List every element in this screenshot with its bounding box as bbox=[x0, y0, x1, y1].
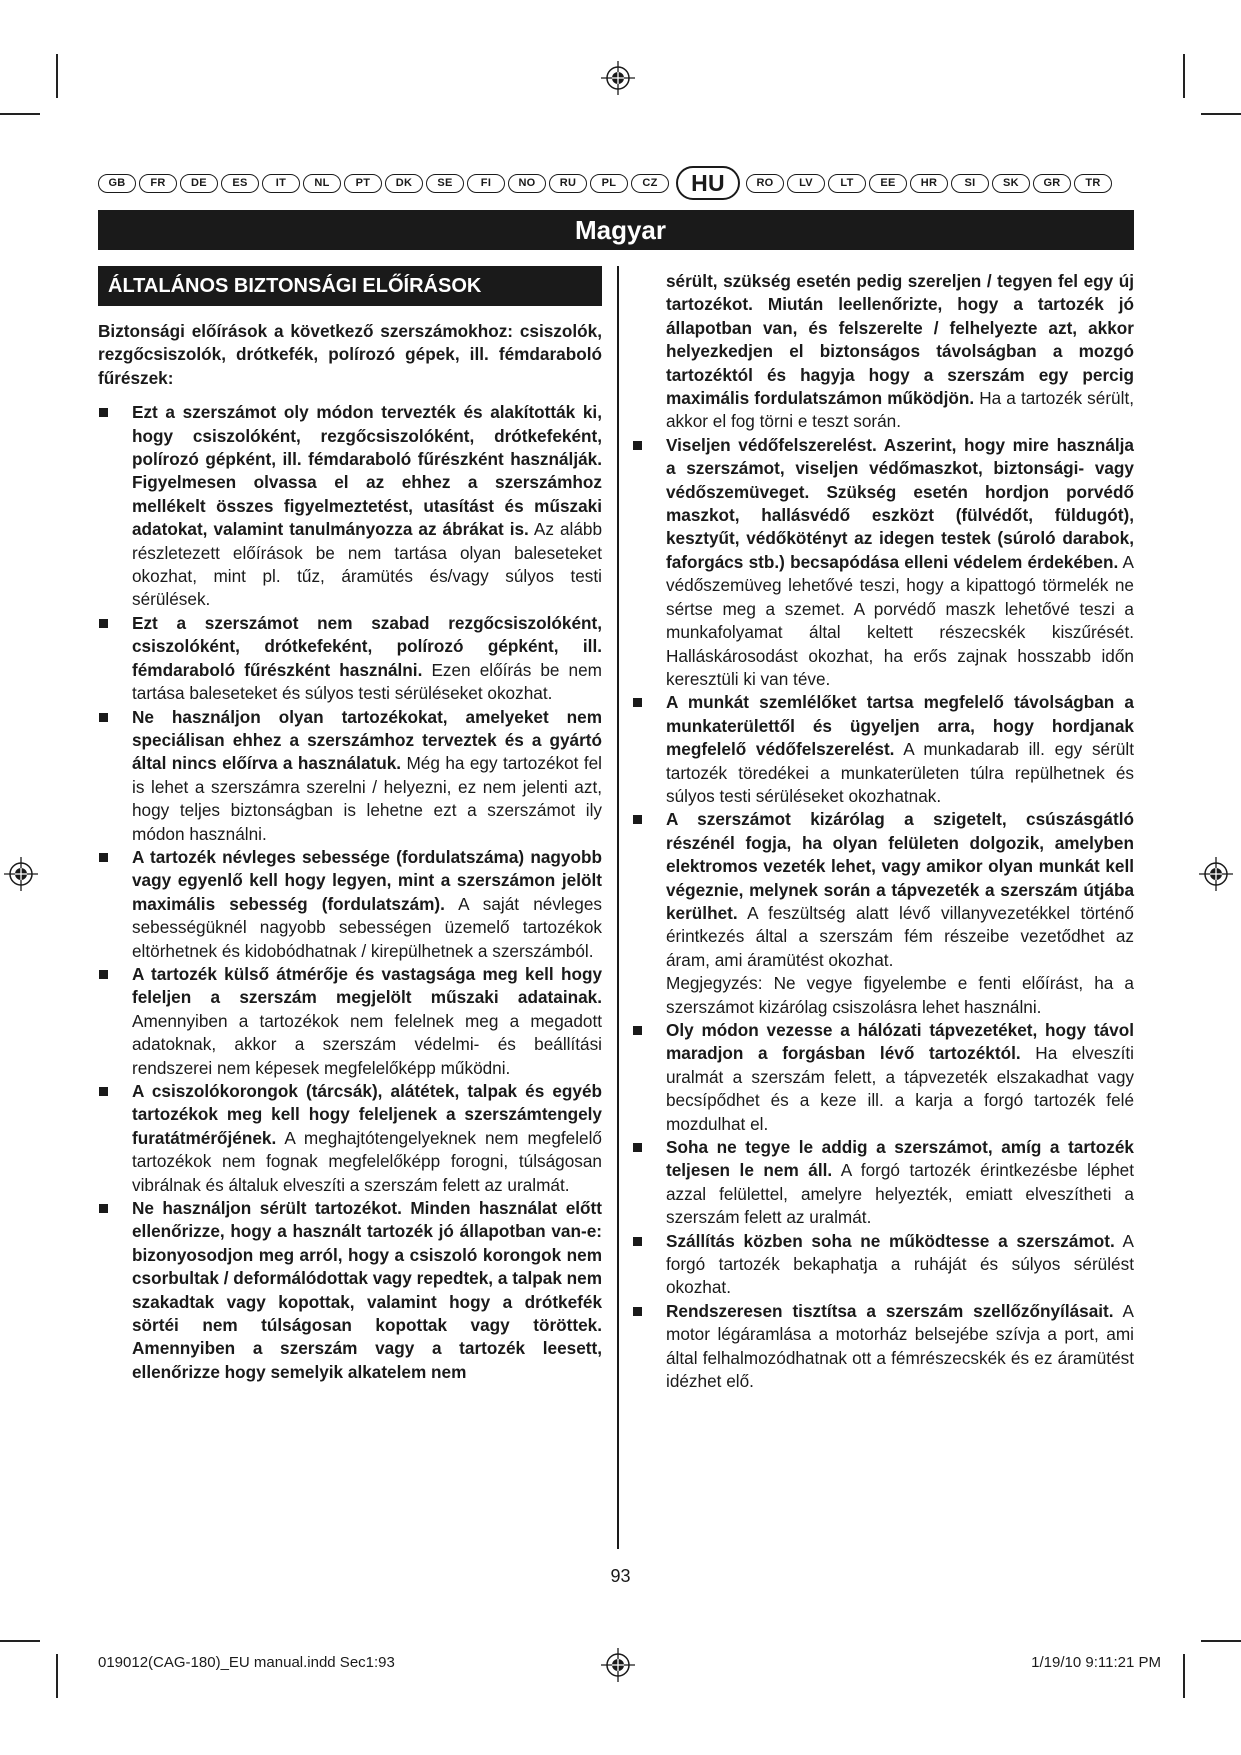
item-text: A forgó tartozék bekaphatja a ruháját és súlyos sérülést okozhat. bbox=[666, 1230, 1134, 1298]
safety-list-item bbox=[632, 808, 1134, 972]
continued-paragraph bbox=[632, 270, 1134, 434]
safety-list-item bbox=[632, 434, 1134, 691]
item-bold-text: Ne használjon olyan tartozékokat, amelyeket nem speciálisan ehhez a szerszámhoz terveztek és a gyártó által nincs előírva a használatuk. bbox=[132, 706, 602, 774]
language-tab-ru[interactable]: RU bbox=[549, 174, 587, 193]
continued-text: Ha a tartozék sérült, akkor el fog törni e teszt során. bbox=[666, 388, 1134, 432]
item-text: Amennyiben a tartozékok nem felelnek meg a megadott adatoknak, akkor a szerszám védelmi- és beállítási rendszerei nem képesek megfelelőképp működni. bbox=[132, 1010, 602, 1078]
crop-mark-bottom-right-h bbox=[1201, 1640, 1241, 1642]
safety-list-item bbox=[632, 691, 1134, 808]
square-bullet-icon bbox=[633, 1143, 642, 1152]
language-tab-gr[interactable]: GR bbox=[1033, 174, 1071, 193]
language-tab-sk[interactable]: SK bbox=[992, 174, 1030, 193]
item-text: A feszültség alatt lévő villanyvezetékkel történő érintkezés által a szerszám fém részeibe vezetődhet az áram, ami áramütést okozhat. bbox=[666, 902, 1134, 970]
footer-timestamp: 1/19/10 9:11:21 PM bbox=[1031, 1654, 1161, 1671]
language-tab-si[interactable]: SI bbox=[951, 174, 989, 193]
safety-list-item bbox=[98, 963, 602, 1080]
item-bold-text: Ezt a szerszámot oly módon tervezték és alakították ki, hogy csiszolóként, rezgőcsiszolóként, drótkefeként, polírozó gépként, ill. fémdaraboló fűrészként használják. Figyelmesen olvassa el az ehhez a szerszámhoz mellékelt összes figyelmeztetést, utasítást és műszaki adatokat, valamint tanulmányozza az ábrákat is. bbox=[132, 402, 602, 540]
language-tab-cz[interactable]: CZ bbox=[631, 174, 669, 193]
square-bullet-icon bbox=[99, 853, 108, 862]
item-bold-text: Szállítás közben soha ne működtesse a szerszámot. bbox=[666, 1230, 1115, 1251]
left-safety-list bbox=[98, 401, 602, 1384]
language-tab-tr[interactable]: TR bbox=[1074, 174, 1112, 193]
item-text: A motor légáramlása a motorház belsejébe szívja a port, ami által felhalmozódhatnak ott a fémrészecskék és ez áramütést idézhet elő. bbox=[666, 1300, 1134, 1392]
column-divider bbox=[617, 266, 619, 1549]
safety-list-item bbox=[98, 612, 602, 706]
registration-mark-icon-top bbox=[601, 61, 635, 95]
safety-list-item bbox=[98, 401, 602, 612]
item-text: A meghajtótengelyeknek nem megfelelő tartozékok nem fognak megfelelőképp forogni, túlságosan vibrálnak és általuk elveszíti a szerszám felett az uralmát. bbox=[132, 1127, 602, 1195]
safety-list-item bbox=[98, 846, 602, 963]
language-tab-dk[interactable]: DK bbox=[385, 174, 423, 193]
right-safety-list-a bbox=[632, 434, 1134, 972]
square-bullet-icon bbox=[99, 1087, 108, 1096]
square-bullet-icon bbox=[99, 970, 108, 979]
language-tab-pl[interactable]: PL bbox=[590, 174, 628, 193]
safety-list-item bbox=[632, 1230, 1134, 1300]
crop-mark-top-left-h bbox=[0, 113, 40, 115]
safety-list-item bbox=[632, 1136, 1134, 1230]
language-tab-no[interactable]: NO bbox=[508, 174, 546, 193]
item-bold-text: A munkát szemlélőket tartsa megfelelő távolságban a munkaterülettől és ügyeljen arra, hogy hordjanak megfelelő védőfelszerelést. bbox=[666, 692, 1134, 760]
right-safety-list-b bbox=[632, 1019, 1134, 1394]
language-tab-lv[interactable]: LV bbox=[787, 174, 825, 193]
language-tab-ro[interactable]: RO bbox=[746, 174, 784, 193]
language-tab-fi[interactable]: FI bbox=[467, 174, 505, 193]
square-bullet-icon bbox=[99, 1204, 108, 1213]
right-column bbox=[632, 270, 1134, 1394]
safety-list-item bbox=[632, 1019, 1134, 1136]
language-tab-de[interactable]: DE bbox=[180, 174, 218, 193]
language-tab-hu[interactable]: HU bbox=[676, 166, 740, 200]
registration-mark-icon-bottom bbox=[601, 1648, 635, 1682]
language-tab-it[interactable]: IT bbox=[262, 174, 300, 193]
safety-list-item bbox=[98, 1197, 602, 1384]
crop-mark-bottom-right-v bbox=[1183, 1654, 1185, 1698]
language-tab-nl[interactable]: NL bbox=[303, 174, 341, 193]
item-bold-text: Ne használjon sérült tartozékot. Minden használat előtt ellenőrizze, hogy a használt tartozék jó állapotban van-e: bizonyosodjon meg arról, hogy a csiszoló korongok nem csorbultak / deformálódottak vagy repedtek, a talpak nem szakadtak vagy kopottak, valamint hogy a drótkefék sörtéi nem túlságosan kopottak vagy töröttek. Amennyiben a szerszám vagy a tartozék leesett, ellenőrizze hogy semelyik alkatelem nem bbox=[132, 1198, 602, 1382]
item-text: A saját névleges sebességüknél nagyobb sebességen üzemelő tartozékok eltörhetnek és kidobódhatnak / kirepülhetnek a szerszámból. bbox=[132, 893, 603, 961]
item-bold-text: Rendszeresen tisztítsa a szerszám szellőzőnyílásait. bbox=[666, 1300, 1114, 1321]
crop-mark-bottom-left-h bbox=[0, 1640, 40, 1642]
crop-mark-bottom-left-v bbox=[56, 1654, 58, 1698]
square-bullet-icon bbox=[99, 713, 108, 722]
item-bold-text: Viseljen védőfelszerelést. Aszerint, hogy mire használja a szerszámot, viseljen védőmaszkot, biztonsági- vagy védőszemüveget. Szükség esetén hordjon porvédő maszkot, hallásvédő eszközt (fülvédőt, füldugót), kesztyűt, védőkötényt az idegen testek (súroló darabok, faforgács stb.) becsapódása elleni védelem érdekében. bbox=[666, 434, 1134, 572]
item-bold-text: A csiszolókorongok (tárcsák), alátétek, talpak és egyéb tartozékok meg kell hogy feleljenek a szerszámtengely furatátmérőjének. bbox=[132, 1081, 602, 1148]
continued-bold: sérült, szükség esetén pedig szereljen / tegyen fel egy új tartozékot. Miután leellenőrizte, hogy a tartozék jó állapotban van, és felszerelte / felhelyezte azt, akkor helyezkedjen el biztonságos távolságban a mozgó tartozéktól és hagyja hogy a szerszám egy percig maximális fordulatszámon működjön. bbox=[666, 271, 1134, 409]
left-column bbox=[98, 320, 602, 1384]
safety-list-item bbox=[632, 1300, 1134, 1394]
item-text: Ha elveszíti uralmát a szerszám felett, a tápvezeték elszakadhat vagy becsípődhet és a keze ill. a karja a forgó tartozék felé mozdulhat el. bbox=[666, 1043, 1134, 1134]
square-bullet-icon bbox=[633, 815, 642, 824]
registration-mark-icon-right bbox=[1199, 857, 1233, 891]
crop-mark-top-right-v bbox=[1183, 54, 1185, 98]
item-bold-text: Oly módon vezesse a hálózati tápvezetéket, hogy távol maradjon a forgásban lévő tartozéktól. bbox=[666, 1020, 1134, 1064]
safety-list-item bbox=[98, 1080, 602, 1197]
item-text: Ezen előírás be nem tartása baleseteket és súlyos testi sérüléseket okozhat. bbox=[132, 659, 602, 704]
item-text: A védőszemüveg lehetővé teszi, hogy a kipattogó törmelék ne sértse meg a szemet. A porvédő maszk lehetővé teszi a munkafolyamat által keltett részecskék kiszűrését. Halláskárosodást okozhat, ha erős zajnak hosszabb időn keresztüli ki van téve. bbox=[666, 551, 1135, 689]
item-bold-text: A szerszámot kizárólag a szigetelt, csúszásgátló részénél fogja, ha olyan felületen dolgozik, amelyben elektromos vezeték lehet, vagy amikor olyan munkát kell végeznie, melynek során a tápvezeték a szerszám útjába kerülhet. bbox=[666, 809, 1134, 923]
crop-mark-top-left-v bbox=[56, 54, 58, 98]
item-bold-text: Soha ne tegye le addig a szerszámot, amíg a tartozék teljesen le nem áll. bbox=[666, 1137, 1134, 1181]
square-bullet-icon bbox=[99, 619, 108, 628]
language-tab-fr[interactable]: FR bbox=[139, 174, 177, 193]
square-bullet-icon bbox=[633, 441, 642, 450]
square-bullet-icon bbox=[633, 1307, 642, 1316]
item-text: Az alább részletezett előírások be nem tartása olyan baleseteket okozhat, mint pl. tűz, áramütés és/vagy súlyos testi sérülések. bbox=[132, 519, 603, 610]
item-text: A munkadarab ill. egy sérült tartozék töredékei a munkaterületen túlra repülhetnek és súlyos testi sérüléseket okozhatnak. bbox=[666, 739, 1134, 806]
crop-mark-top-right-h bbox=[1201, 113, 1241, 115]
square-bullet-icon bbox=[633, 698, 642, 707]
language-banner-title: Magyar bbox=[98, 210, 1134, 250]
item-bold-text: Ezt a szerszámot nem szabad rezgőcsiszolóként, csiszolóként, drótkefeként, polírozó gépként, ill. fémdaraboló fűrészként használni. bbox=[132, 612, 602, 680]
language-tab-ee[interactable]: EE bbox=[869, 174, 907, 193]
item-bold-text: A tartozék külső átmérője és vastagsága meg kell hogy feleljen a szerszám megjelölt műszaki adatainak. bbox=[132, 963, 602, 1008]
footer-file-info: 019012(CAG-180)_EU manual.indd Sec1:93 bbox=[98, 1654, 395, 1671]
language-tab-se[interactable]: SE bbox=[426, 174, 464, 193]
square-bullet-icon bbox=[633, 1026, 642, 1035]
item-text: Még ha egy tartozékot fel is lehet a szerszámra szerelni / helyezni, ez nem jelenti azt, hogy teljes biztonságban is lehetne ezt a szerszámot ily módon használni. bbox=[132, 753, 603, 844]
square-bullet-icon bbox=[99, 408, 108, 417]
language-tab-pt[interactable]: PT bbox=[344, 174, 382, 193]
square-bullet-icon bbox=[633, 1237, 642, 1246]
registration-mark-icon-left bbox=[4, 857, 38, 891]
language-tab-hr[interactable]: HR bbox=[910, 174, 948, 193]
note-paragraph: Megjegyzés: Ne vegye figyelembe e fenti előírást, ha a szerszámot kizárólag csiszolásra lehet használni. bbox=[666, 973, 1134, 1017]
language-selector-bar bbox=[98, 164, 1136, 202]
language-tab-gb[interactable]: GB bbox=[98, 174, 136, 193]
intro-paragraph: Biztonsági előírások a következő szerszámokhoz: csiszolók, rezgőcsiszolók, drótkefék, polírozó gépek, ill. fémdaraboló fűrészek: bbox=[98, 321, 602, 388]
section-title: ÁLTALÁNOS BIZTONSÁGI ELŐÍRÁSOK bbox=[98, 266, 602, 306]
item-text: A forgó tartozék érintkezésbe léphet azzal felülettel, amelyre helyezték, emiatt elveszítheti a szerszám felett az uralmát. bbox=[666, 1160, 1134, 1228]
page-number: 93 bbox=[610, 1566, 631, 1586]
language-tab-es[interactable]: ES bbox=[221, 174, 259, 193]
item-bold-text: A tartozék névleges sebessége (fordulatszáma) nagyobb vagy egyenlő kell hogy legyen, mint a szerszámon jelölt maximális sebesség (fordulatszám). bbox=[132, 846, 602, 914]
language-tab-lt[interactable]: LT bbox=[828, 174, 866, 193]
safety-list-item bbox=[98, 706, 602, 846]
